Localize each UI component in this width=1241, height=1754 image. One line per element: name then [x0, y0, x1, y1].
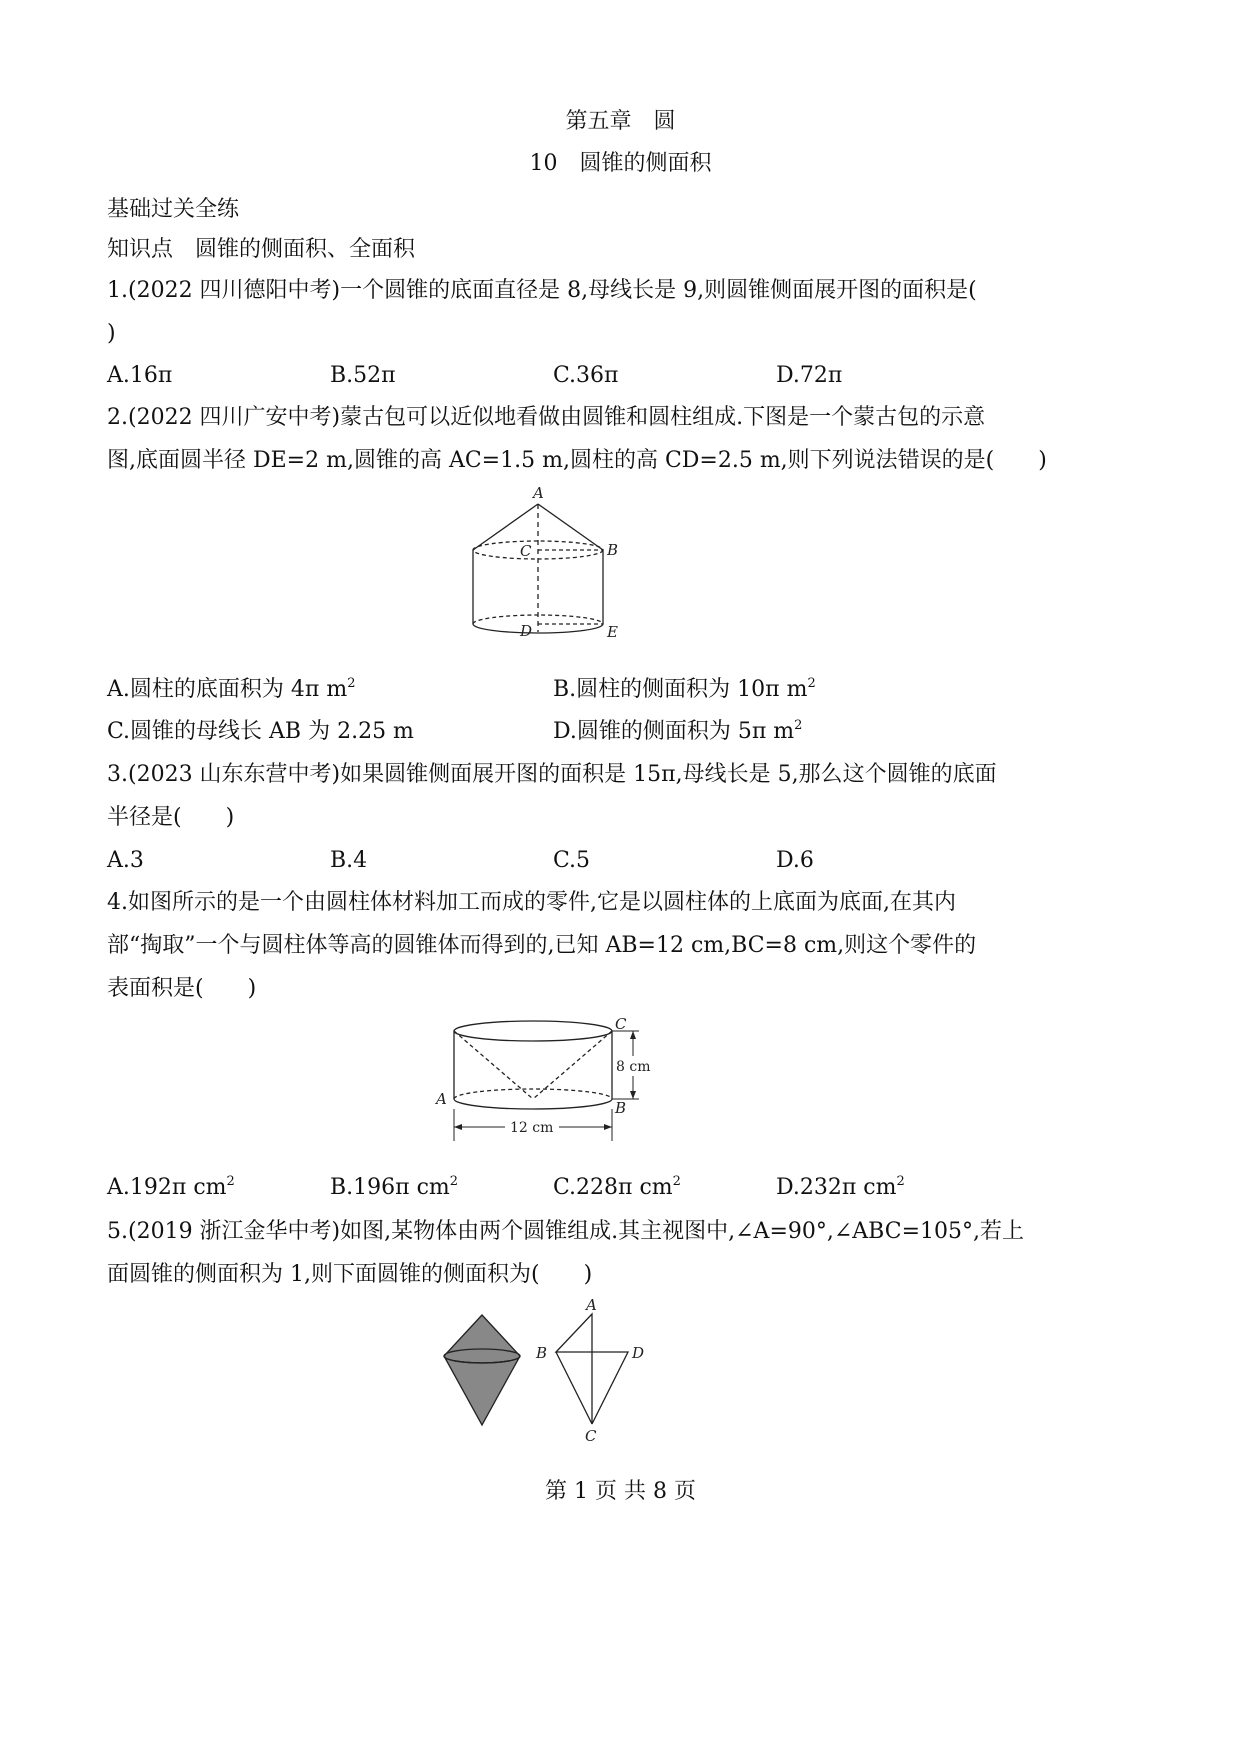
q5-stem-line2: 面圆锥的侧面积为 1,则下面圆锥的侧面积为( ) [107, 1262, 593, 1287]
q2-option-b [553, 676, 816, 704]
q4-stem-line2: 部“掏取”一个与圆柱体等高的圆锥体而得到的,已知 AB=12 cm,BC=8 cm,则这个零件的 [107, 933, 977, 958]
q4-width-label: 12 cm [510, 1120, 554, 1136]
q5-figure-3d-double-cone [436, 1310, 536, 1435]
section-heading: 基础过关全练 [107, 197, 240, 222]
q2-label-c: C [520, 542, 532, 560]
q2-option-b-text: B.圆柱的侧面积为 10π m [553, 677, 808, 702]
q4-option-a-text: A.192π cm [107, 1175, 227, 1200]
q4-option-a [107, 1174, 235, 1202]
q4-option-c-sup: 2 [672, 1174, 681, 1189]
q4-label-c: C [615, 1015, 627, 1033]
q4-option-b-text: B.196π cm [330, 1175, 450, 1200]
q4-stem-line1: 4.如图所示的是一个由圆柱体材料加工而成的零件,它是以圆柱体的上底面为底面,在其内 [107, 890, 956, 915]
q4-option-c-text: C.228π cm [553, 1175, 673, 1200]
q5-label-d: D [632, 1344, 645, 1362]
q2-option-d-sup: 2 [794, 718, 803, 733]
q4-option-b-sup: 2 [449, 1174, 459, 1189]
q5-stem-line1: 5.(2019 浙江金华中考)如图,某物体由两个圆锥组成.其主视图中,∠A=90°,∠ABC=105°,若上 [107, 1219, 1025, 1244]
q2-option-d-text: D.圆锥的侧面积为 5π m [553, 719, 795, 744]
q1-option-c: C.36π [553, 363, 619, 388]
q3-stem-line2: 半径是( ) [107, 805, 235, 830]
q4-option-b [330, 1174, 458, 1202]
q1-option-d: D.72π [776, 363, 843, 388]
q4-figure-cylinder [433, 1013, 663, 1153]
page-footer: 第 1 页 共 8 页 [545, 1479, 696, 1504]
q4-height-label: 8 cm [616, 1059, 651, 1075]
q2-label-d: D [520, 622, 533, 640]
q3-option-d: D.6 [776, 848, 814, 873]
q1-option-a: A.16π [107, 363, 173, 388]
q2-label-a: A [533, 484, 544, 502]
q4-label-a: A [436, 1090, 447, 1108]
knowledge-point: 知识点 圆锥的侧面积、全面积 [107, 237, 416, 262]
q2-option-b-sup: 2 [807, 676, 816, 691]
q4-stem-line3: 表面积是( ) [107, 976, 257, 1001]
q5-label-b: B [536, 1344, 548, 1362]
q2-option-a-text: A.圆柱的底面积为 4π m [107, 677, 348, 702]
q2-option-c: C.圆锥的母线长 AB 为 2.25 m [107, 719, 414, 744]
q2-stem-line1: 2.(2022 四川广安中考)蒙古包可以近似地看做由圆锥和圆柱组成.下图是一个蒙古包的示意 [107, 405, 986, 430]
q5-label-a: A [586, 1296, 597, 1314]
q5-label-c: C [585, 1427, 597, 1445]
q4-label-b: B [615, 1099, 627, 1117]
q2-option-d [553, 718, 802, 746]
q4-option-d-text: D.232π cm [776, 1175, 897, 1200]
q1-option-b: B.52π [330, 363, 396, 388]
q2-stem-line2: 图,底面圆半径 DE=2 m,圆锥的高 AC=1.5 m,圆柱的高 CD=2.5 m,则下列说法错误的是( ) [107, 448, 1047, 473]
q4-option-a-sup: 2 [226, 1174, 235, 1189]
q4-option-d-sup: 2 [896, 1174, 905, 1189]
q3-option-c: C.5 [553, 848, 591, 873]
q2-option-a-sup: 2 [347, 676, 356, 691]
q2-label-b: B [607, 541, 619, 559]
q1-stem-line2: ) [107, 321, 116, 346]
q4-option-d [776, 1174, 905, 1202]
q3-option-a: A.3 [107, 848, 144, 873]
q3-stem-line1: 3.(2023 山东东营中考)如果圆锥侧面展开图的面积是 15π,母线长是 5,那么这个圆锥的底面 [107, 762, 997, 787]
q2-figure-yurt [460, 484, 620, 644]
q1-stem-line1: 1.(2022 四川德阳中考)一个圆锥的底面直径是 8,母线长是 9,则圆锥侧面展开图的面积是( [107, 278, 977, 303]
chapter-title: 第五章 圆 [565, 109, 676, 134]
q5-figure-front-view [530, 1296, 660, 1446]
q4-option-c [553, 1174, 681, 1202]
q2-option-a [107, 676, 355, 704]
q3-option-b: B.4 [330, 848, 368, 873]
q2-label-e: E [607, 623, 618, 641]
lesson-title: 10 圆锥的侧面积 [529, 151, 712, 176]
